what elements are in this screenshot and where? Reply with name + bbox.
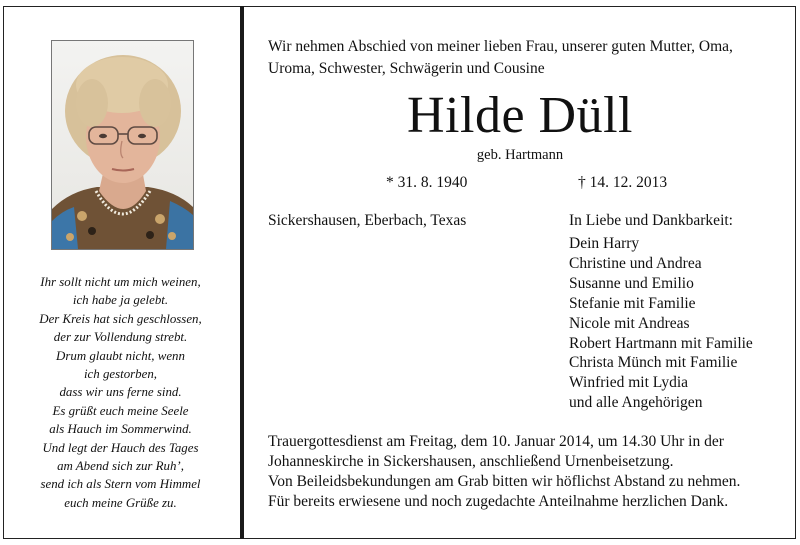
poem-line: Ihr sollt nicht um mich weinen,: [40, 275, 201, 289]
service-line: Johanneskirche in Sickershausen, anschließend Urnenbeisetzung.: [268, 453, 674, 470]
list-item: Robert Hartmann mit Familie: [569, 334, 753, 352]
poem-line: dass wir uns ferne sind.: [59, 385, 182, 400]
mourners-list: [569, 234, 753, 413]
poem-line: ich habe ja gelebt.: [72, 293, 169, 308]
deceased-name: Hilde Düll: [407, 87, 633, 144]
list-item: Dein Harry: [569, 235, 640, 252]
poem-line: Drum glaubt nicht, wenn: [56, 348, 185, 363]
intro-text: [268, 36, 788, 79]
places: Sickershausen, Eberbach, Texas: [268, 212, 467, 229]
poem-line: der zur Vollendung strebt.: [53, 330, 188, 345]
poem-line: Es grüßt euch meine Seele: [52, 403, 189, 418]
service-line: Für bereits erwiesene und noch zugedachte Anteilnahme herzlichen Dank.: [268, 493, 729, 510]
list-item: Christa Münch mit Familie: [569, 354, 738, 372]
poem-line: ich gestorben,: [83, 367, 158, 382]
poem-line: als Hauch im Sommerwind.: [49, 422, 192, 437]
poem: [18, 273, 223, 512]
thanks-heading: In Liebe und Dankbarkeit:: [569, 212, 733, 229]
poem-line: am Abend sich zur Ruh’,: [57, 459, 184, 474]
poem-line: Und legt der Hauch des Tages: [42, 440, 199, 455]
poem-line: send ich als Stern vom Himmel: [40, 477, 201, 492]
intro-line: Uroma, Schwester, Schwägerin und Cousine: [268, 59, 545, 77]
list-item: Susanne und Emilio: [569, 274, 694, 292]
birth-date: * 31. 8. 1940: [386, 174, 468, 191]
intro-line: Wir nehmen Abschied von meiner lieben Frau, unserer guten Mutter, Oma,: [268, 38, 733, 55]
portrait-photo: [51, 40, 194, 250]
death-date: † 14. 12. 2013: [578, 174, 668, 191]
list-item: Stefanie mit Familie: [569, 294, 696, 312]
service-line: Trauergottesdienst am Freitag, dem 10. Januar 2014, um 14.30 Uhr in der: [268, 433, 724, 450]
maiden-name: geb. Hartmann: [476, 147, 564, 163]
service-info: [268, 432, 788, 512]
list-item: und alle Angehörigen: [569, 394, 703, 412]
poem-line: euch meine Grüße zu.: [64, 495, 177, 510]
list-item: Winfried mit Lydia: [569, 374, 689, 392]
poem-line: Der Kreis hat sich geschlossen,: [39, 311, 202, 326]
service-line: Von Beileidsbekundungen am Grab bitten wir höflichst Abstand zu nehmen.: [268, 473, 741, 490]
list-item: Nicole mit Andreas: [569, 314, 690, 332]
list-item: Christine und Andrea: [569, 254, 702, 272]
